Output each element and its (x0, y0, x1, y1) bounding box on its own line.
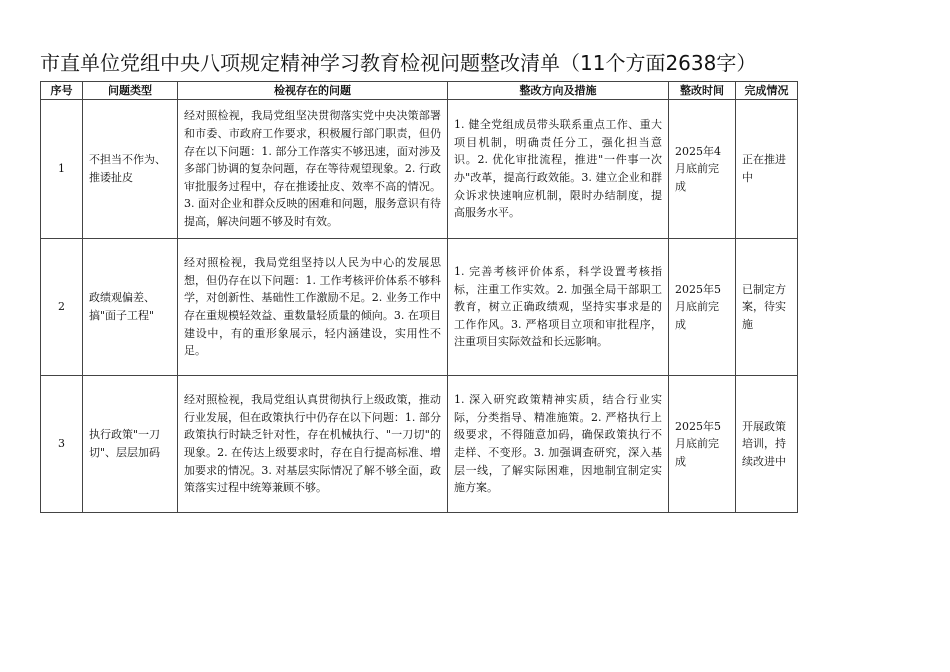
header-no: 序号 (41, 82, 83, 100)
header-measure: 整改方向及措施 (448, 82, 669, 100)
row-issue (178, 100, 448, 239)
row-status: 正在推进中 (736, 100, 798, 239)
row-number: 1 (41, 100, 83, 239)
table-row (41, 100, 798, 239)
row-measure-text: 1. 健全党组成员带头联系重点工作、重大项目机制，明确责任分工，强化担当意识。2. 优化审批流程，推进"一件事一次办"改革，提高行政效能。3. 建立企业和群众诉求快速响应机制，限时办结制度，提高服务水平。 (454, 118, 662, 220)
table-row (41, 376, 798, 513)
header-type: 问题类型 (83, 82, 178, 100)
row-measure-text: 1. 深入研究政策精神实质，结合行业实际，分类指导、精准施策。2. 严格执行上级要求，不得随意加码，确保政策执行不走样、不变形。3. 加强调查研究，深入基层一线，了解实际困难，因地制宜制定实施方案。 (454, 393, 662, 495)
row-measure (448, 100, 669, 239)
row-time: 2025年4月底前完成 (669, 100, 736, 239)
header-status: 完成情况 (736, 82, 798, 100)
row-type: 不担当不作为、推诿扯皮 (83, 100, 178, 239)
row-time: 2025年5月底前完成 (669, 239, 736, 376)
row-type: 执行政策"一刀切"、层层加码 (83, 376, 178, 513)
document-title: 市直单位党组中央八项规定精神学习教育检视问题整改清单（11个方面2638字） (40, 51, 757, 75)
row-issue-text: 经对照检视，我局党组认真贯彻执行上级政策，推动行业发展，但在政策执行中仍存在以下问题：1. 部分政策执行时缺乏针对性，存在机械执行、"一刀切"的现象。2. 在传达上级要求时，存在自行提高标准、增加要求的情况。3. 对基层实际情况了解不够全面，政策落实过程中统筹兼顾不够。 (184, 393, 441, 495)
row-number: 3 (41, 376, 83, 513)
row-number: 2 (41, 239, 83, 376)
row-status: 已制定方案，待实施 (736, 239, 798, 376)
row-status: 开展政策培训，持续改进中 (736, 376, 798, 513)
row-issue-text: 经对照检视，我局党组坚持以人民为中心的发展思想，但仍存在以下问题：1. 工作考核评价体系不够科学，对创新性、基础性工作激励不足。2. 业务工作中存在重规模轻效益、重数量轻质量的倾向。3. 在项目建设中，有的重形象展示，轻内涵建设，实用性不足。 (184, 256, 441, 358)
row-time: 2025年5月底前完成 (669, 376, 736, 513)
row-issue (178, 239, 448, 376)
header-time: 整改时间 (669, 82, 736, 100)
rectification-table (40, 81, 798, 513)
row-type: 政绩观偏差、搞"面子工程" (83, 239, 178, 376)
row-issue-text: 经对照检视，我局党组坚决贯彻落实党中央决策部署和市委、市政府工作要求，积极履行部门职责，但仍存在以下问题：1. 部分工作落实不够迅速，面对涉及多部门协调的复杂问题，存在等待观望现象。2. 行政审批服务过程中，存在推诿扯皮、效率不高的情况。3. 面对企业和群众反映的困难和问题，服务意识有待提高，解决问题不够及时有效。 (184, 109, 441, 228)
row-measure (448, 376, 669, 513)
table-row (41, 239, 798, 376)
row-measure-text: 1. 完善考核评价体系，科学设置考核指标，注重工作实效。2. 加强全局干部职工教育，树立正确政绩观，坚持实事求是的工作作风。3. 严格项目立项和审批程序，注重项目实际效益和长远影响。 (454, 265, 662, 349)
row-issue (178, 376, 448, 513)
row-measure (448, 239, 669, 376)
table-header-row (41, 82, 798, 100)
header-issue: 检视存在的问题 (178, 82, 448, 100)
